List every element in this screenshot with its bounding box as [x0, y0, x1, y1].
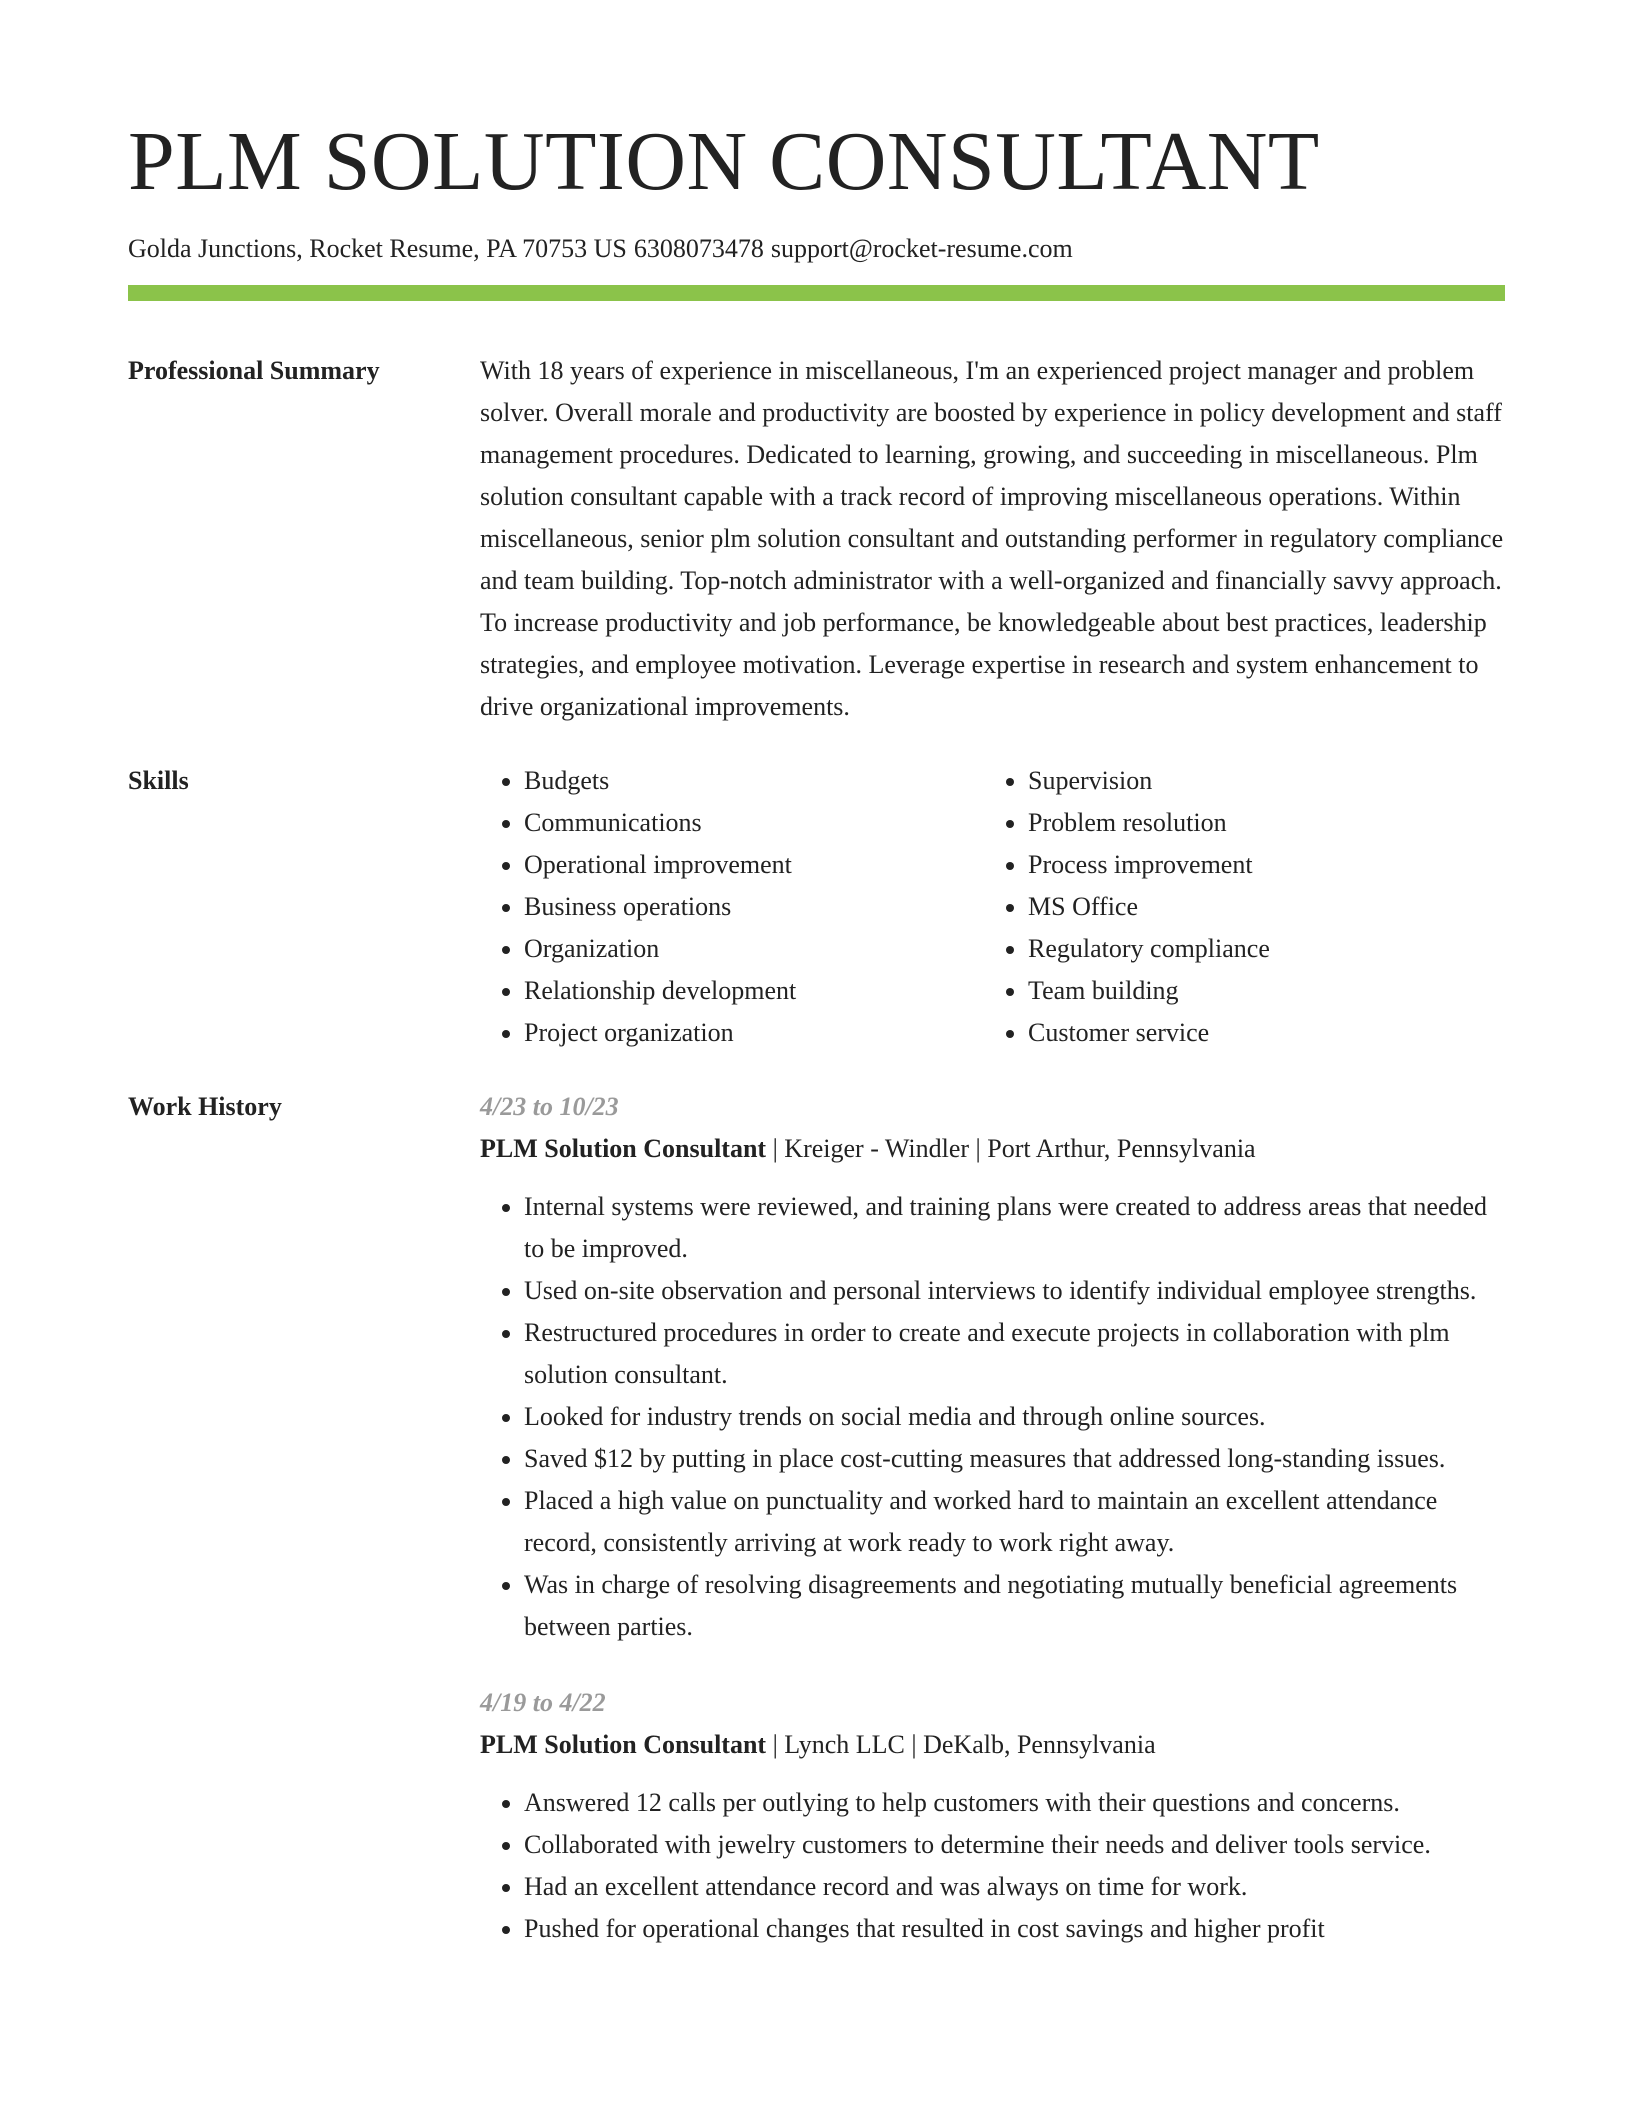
job-bullet: • Collaborated with jewelry customers to determine their needs and deliver tools service. [524, 1824, 1505, 1866]
skills-left-list [480, 760, 984, 1054]
job-company: Kreiger - Windler [784, 1134, 970, 1163]
summary-section [128, 350, 1505, 728]
job-title-line: PLM Solution Consultant | Kreiger - Windler | Port Arthur, Pennsylvania [480, 1134, 1256, 1163]
summary-text: With 18 years of experience in miscellaneous, I'm an experienced project manager and problem solver. Overall morale and productivity are boosted by experience in policy development and staff management procedures. Dedicated to learning, growing, and succeeding in miscellaneous. Plm solution consultant capable with a track record of improving miscellaneous operations. Within miscellaneous, senior plm solution consultant and outstanding performer in regulatory compliance and team building. Top-notch administrator with a well-organized and financially savvy approach. To increase productivity and job performance, be knowledgeable about best practices, leadership strategies, and employee motivation. Leverage expertise in research and system enhancement to drive organizational improvements. [480, 356, 1504, 721]
job-bullet: • Used on-site observation and personal interviews to identify individual employee strengths. [524, 1270, 1505, 1312]
resume-title: PLM SOLUTION CONSULTANT [128, 115, 1320, 208]
job-company: Lynch LLC [784, 1730, 905, 1759]
resume-sections [128, 350, 1505, 2016]
job-bullet: • Answered 12 calls per outlying to help customers with their questions and concerns. [524, 1782, 1505, 1824]
contact-line [128, 233, 1080, 265]
contact-phone: 6308073478 [633, 234, 764, 263]
job-location: Port Arthur, Pennsylvania [987, 1134, 1256, 1163]
job-bullet-list [480, 1186, 1505, 1648]
job-title-line: PLM Solution Consultant | Lynch LLC | DeKalb, Pennsylvania [480, 1730, 1156, 1759]
skill-item: • Project organization [524, 1012, 984, 1054]
job-role: PLM Solution Consultant [480, 1730, 767, 1759]
job-entry [480, 1682, 1505, 1950]
job-bullet: • Had an excellent attendance record and was always on time for work. [524, 1866, 1505, 1908]
skill-item: • Communications [524, 802, 984, 844]
skill-item: • Regulatory compliance [1028, 928, 1488, 970]
job-bullet: • Restructured procedures in order to create and execute projects in collaboration with plm solution consultant. [524, 1312, 1505, 1396]
skill-item: • Relationship development [524, 970, 984, 1012]
skills-heading: Skills [128, 766, 189, 795]
skill-item: • Customer service [1028, 1012, 1488, 1054]
skill-item: • Operational improvement [524, 844, 984, 886]
job-dates: 4/23 to 10/23 [480, 1092, 619, 1121]
skills-section [128, 760, 1505, 1054]
job-bullet: • Was in charge of resolving disagreements and negotiating mutually beneficial agreements between parties. [524, 1564, 1505, 1648]
job-role: PLM Solution Consultant [480, 1134, 767, 1163]
work-history-heading: Work History [128, 1092, 282, 1121]
skill-item: • Business operations [524, 886, 984, 928]
summary-body [480, 350, 1505, 728]
skills-body [480, 760, 1505, 1054]
job-bullet-list [480, 1782, 1505, 1950]
contact-email: support@rocket-resume.com [770, 234, 1073, 263]
skill-item: • Supervision [1028, 760, 1488, 802]
job-location: DeKalb, Pennsylvania [923, 1730, 1156, 1759]
work-history-section [128, 1086, 1505, 1984]
skill-item: • Process improvement [1028, 844, 1488, 886]
skill-item: • Budgets [524, 760, 984, 802]
job-entry [480, 1086, 1505, 1648]
job-bullet: • Internal systems were reviewed, and training plans were created to address areas that needed to be improved. [524, 1186, 1505, 1270]
skill-item: • MS Office [1028, 886, 1488, 928]
job-bullet: • Saved $12 by putting in place cost-cutting measures that addressed long-standing issues. [524, 1438, 1505, 1480]
work-history-body [480, 1086, 1505, 1984]
job-dates: 4/19 to 4/22 [480, 1688, 606, 1717]
job-bullet: • Placed a high value on punctuality and worked hard to maintain an excellent attendance record, consistently arriving at work ready to work right away. [524, 1480, 1505, 1564]
skill-item: • Organization [524, 928, 984, 970]
job-bullet: • Looked for industry trends on social media and through online sources. [524, 1396, 1505, 1438]
job-bullet: • Pushed for operational changes that resulted in cost savings and higher profit [524, 1908, 1505, 1950]
summary-heading: Professional Summary [128, 356, 380, 385]
skill-item: • Team building [1028, 970, 1488, 1012]
skills-right-list [984, 760, 1488, 1054]
skill-item: • Problem resolution [1028, 802, 1488, 844]
header-divider [128, 285, 1505, 301]
contact-address: Golda Junctions, Rocket Resume, PA 70753 US [128, 234, 627, 263]
